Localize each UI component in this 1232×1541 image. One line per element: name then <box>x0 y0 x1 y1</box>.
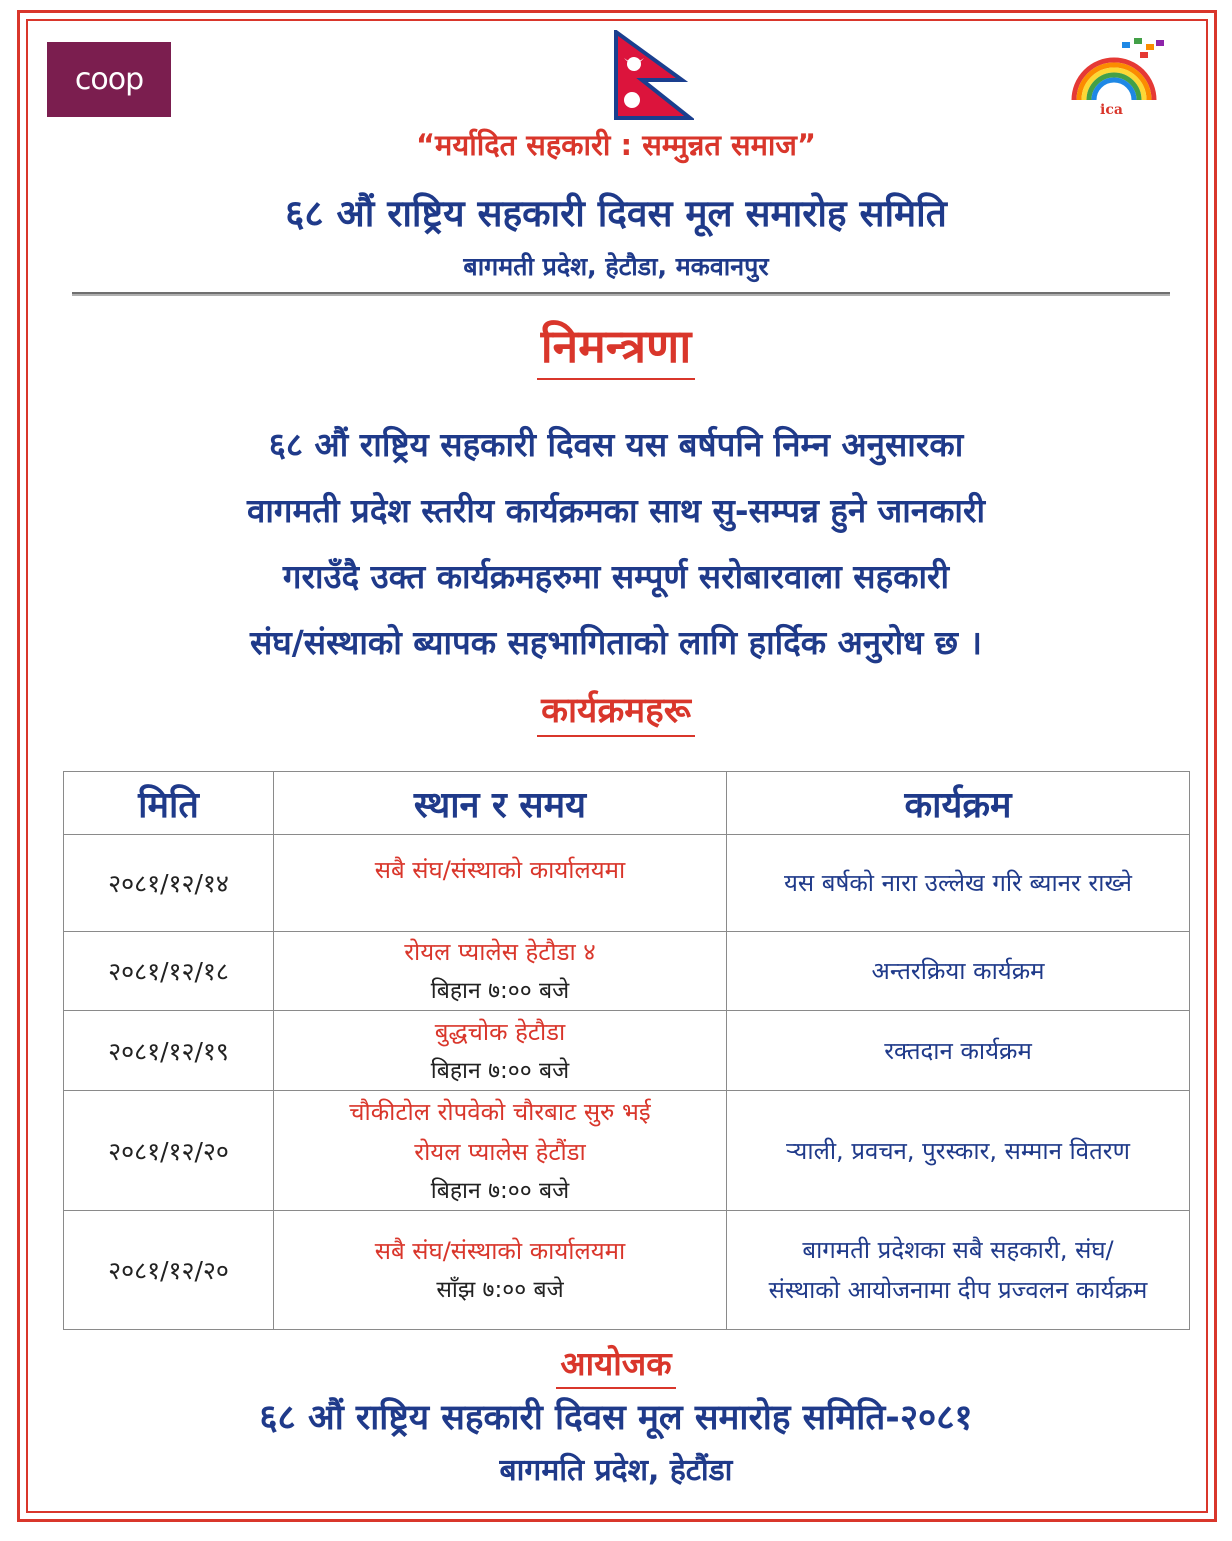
time-text: बिहान ७:०० बजे <box>430 978 570 1004</box>
place-text: सबै संघ/संस्थाको कार्यालयमा <box>374 856 626 884</box>
date-cell: २०८१/१२/२० <box>64 1091 274 1211</box>
spacer <box>280 890 720 916</box>
date-cell: २०८१/१२/१९ <box>64 1011 274 1091</box>
program-cell: र्‍याली, प्रवचन, पुरस्कार, सम्मान वितरण <box>727 1091 1190 1211</box>
table-row <box>64 1091 1190 1211</box>
program-cell: यस बर्षको नारा उल्लेख गरि ब्यानर राख्ने <box>727 835 1190 932</box>
time-text: बिहान ७:०० बजे <box>430 1177 570 1204</box>
place-time-cell <box>274 835 727 932</box>
organizer-title: ६८ औं राष्ट्रिय सहकारी दिवस मूल समारोह समिति-२०८१ <box>259 1398 973 1438</box>
invitation-text <box>80 412 1152 676</box>
time-text: साँझ ७:०० बजे <box>436 1277 564 1303</box>
column-header-program: कार्यक्रम <box>727 772 1190 835</box>
invitation-heading-box <box>0 314 1232 380</box>
table-row <box>64 1211 1190 1330</box>
table-row <box>64 1011 1190 1091</box>
table-row <box>64 932 1190 1011</box>
place-text: बुद्धचोक हेटौडा <box>434 1017 566 1046</box>
coop-logo-text: coop <box>74 62 144 97</box>
nepal-flag-icon <box>612 30 694 120</box>
place-time-cell <box>274 1011 727 1091</box>
programs-heading-box <box>0 686 1232 737</box>
invitation-line: गराउँदै उक्त कार्यक्रमहरुमा सम्पूर्ण सरोबारवाला सहकारी <box>282 557 950 596</box>
ica-logo <box>1060 36 1180 118</box>
place-text: चौकीटोल रोपवेको चौरबाट सुरु भई <box>349 1097 651 1126</box>
place-text: सबै संघ/संस्थाको कार्यालयमा <box>374 1237 626 1265</box>
program-cell: बागमती प्रदेशका सबै सहकारी, संघ/संस्थाको आयोजनामा दीप प्रज्वलन कार्यक्रम <box>727 1211 1190 1330</box>
organizer-heading-box <box>0 1340 1232 1389</box>
place-time-cell <box>274 932 727 1011</box>
place-time-cell <box>274 1091 727 1211</box>
committee-title: ६८ औं राष्ट्रिय सहकारी दिवस मूल समारोह समिति <box>285 192 947 235</box>
committee-address: बागमती प्रदेश, हेटौडा, मकवानपुर <box>463 252 769 281</box>
slogan: “मर्यादित सहकारी : सम्मुन्नत समाज” <box>415 128 817 162</box>
ica-logo-text: ica <box>1100 102 1123 118</box>
time-text: बिहान ७:०० बजे <box>430 1057 570 1084</box>
header-divider <box>72 292 1170 296</box>
date-cell: २०८१/१२/१४ <box>64 835 274 932</box>
invitation-heading: निमन्त्रणा <box>537 314 695 380</box>
invitation-line: संघ/संस्थाको ब्यापक सहभागिताको लागि हार्दिक अनुरोध छ । <box>249 623 983 662</box>
coop-logo <box>47 42 171 117</box>
place-time-cell <box>274 1211 727 1330</box>
table-header-row <box>64 772 1190 835</box>
column-header-date: मिति <box>64 772 274 835</box>
invitation-line: वागमती प्रदेश स्तरीय कार्यक्रमका साथ सु-सम्पन्न हुने जानकारी <box>246 491 985 530</box>
place-text-line-2: रोयल प्यालेस हेटौंडा <box>414 1137 586 1166</box>
program-cell: रक्तदान कार्यक्रम <box>727 1011 1190 1091</box>
date-cell: २०८१/१२/२० <box>64 1211 274 1330</box>
organizer-address: बागमति प्रदेश, हेटौंडा <box>499 1453 733 1488</box>
programs-heading: कार्यक्रमहरू <box>537 686 695 737</box>
organizer-heading: आयोजक <box>556 1340 675 1389</box>
table-row <box>64 835 1190 932</box>
invitation-line: ६८ औं राष्ट्रिय सहकारी दिवस यस बर्षपनि निम्न अनुसारका <box>268 425 964 464</box>
program-cell: अन्तरक्रिया कार्यक्रम <box>727 932 1190 1011</box>
place-text: रोयल प्यालेस हेटौडा ४ <box>404 938 596 966</box>
column-header-place-time: स्थान र समय <box>274 772 727 835</box>
programs-table <box>63 771 1190 1330</box>
date-cell: २०८१/१२/१८ <box>64 932 274 1011</box>
